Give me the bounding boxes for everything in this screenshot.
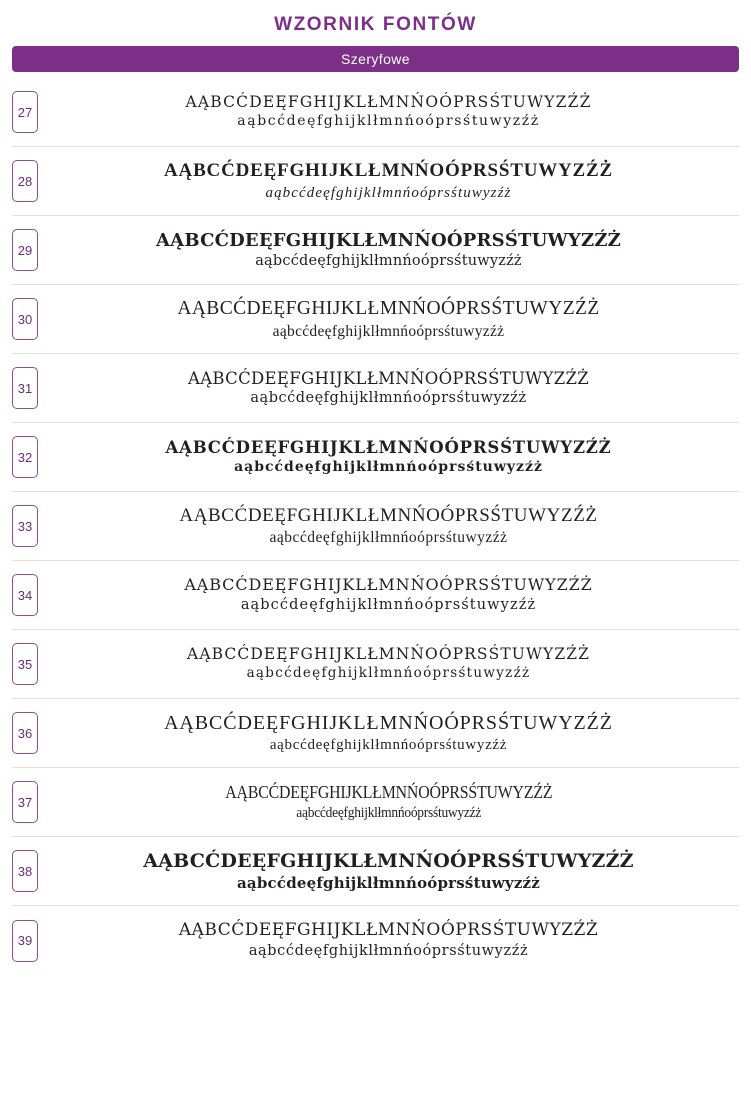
row-number: 34 — [12, 574, 38, 616]
row-number-badge — [12, 567, 38, 623]
font-specimen — [38, 354, 739, 422]
specimen-uppercase: AĄBCĆDEĘFGHIJKLŁMNŃOÓPRSŚTUWYZŹŻ — [179, 504, 598, 526]
specimen-uppercase: AĄBCĆDEĘFGHIJKLŁMNŃOÓPRSŚTUWYZŹŻ — [184, 575, 593, 595]
table-row[interactable] — [12, 561, 739, 630]
row-number: 35 — [12, 643, 38, 685]
section-header-label: Szeryfowe — [341, 51, 410, 67]
specimen-lowercase: aąbcćdeęfghijklłmnńoóprsśtuwyzźż — [255, 253, 522, 270]
row-number-badge — [12, 498, 38, 554]
font-specimen — [38, 492, 739, 560]
table-row[interactable] — [12, 216, 739, 285]
table-row[interactable] — [12, 906, 739, 975]
row-number: 37 — [12, 781, 38, 823]
specimen-lowercase: aąbcćdeęfghijklłmnńoóprsśtuwyzźż — [246, 665, 531, 682]
row-number-badge — [12, 843, 38, 899]
specimen-lowercase: aąbcćdeęfghijklłmnńoóprsśtuwyzźż — [248, 943, 529, 960]
font-specimen — [38, 423, 739, 491]
specimen-lowercase: aąbcćdeęfghijklłmnńoóprsśtuwyzźż — [237, 112, 540, 129]
specimen-lowercase: aąbcćdeęfghijklłmnńoóprsśtuwyzźż — [296, 804, 481, 821]
row-number: 33 — [12, 505, 38, 547]
specimen-lowercase: aąbcćdeęfghijklłmnńoóprsśtuwyzźż — [250, 390, 527, 407]
font-specimen — [38, 285, 739, 353]
row-number-badge — [12, 429, 38, 485]
specimen-uppercase: AĄBCĆDEĘFGHIJKLŁMNŃOÓPRSŚTUWYZŹŻ — [155, 230, 621, 252]
specimen-uppercase: AĄBCĆDEĘFGHIJKLŁMNŃOÓPRSŚTUWYZŹŻ — [187, 645, 590, 664]
table-row[interactable] — [12, 78, 739, 147]
table-row[interactable] — [12, 699, 739, 768]
row-number: 32 — [12, 436, 38, 478]
specimen-uppercase: AĄBCĆDEĘFGHIJKLŁMNŃOÓPRSŚTUWYZŹŻ — [177, 297, 600, 319]
row-number-badge — [12, 360, 38, 416]
table-row[interactable] — [12, 837, 739, 906]
specimen-uppercase: AĄBCĆDEĘFGHIJKLŁMNŃOÓPRSŚTUWYZŹŻ — [164, 711, 613, 734]
row-number: 27 — [12, 91, 38, 133]
table-row[interactable] — [12, 147, 739, 216]
specimen-uppercase: AĄBCĆDEĘFGHIJKLŁMNŃOÓPRSŚTUWYZŹŻ — [185, 93, 592, 112]
font-specimen — [38, 768, 739, 836]
row-number: 36 — [12, 712, 38, 754]
row-number-badge — [12, 84, 38, 140]
row-number: 29 — [12, 229, 38, 271]
specimen-lowercase: aąbcćdeęfghijklłmnńoóprsśtuwyzźż — [265, 184, 512, 201]
specimen-uppercase: AĄBCĆDEĘFGHIJKLŁMNŃOÓPRSŚTUWYZŹŻ — [187, 369, 589, 389]
font-specimen — [38, 78, 739, 146]
specimen-lowercase: aąbcćdeęfghijklłmnńoóprsśtuwyzźż — [240, 596, 537, 613]
section-header-serif — [12, 46, 739, 72]
table-row[interactable] — [12, 492, 739, 561]
specimen-uppercase: AĄBCĆDEĘFGHIJKLŁMNŃOÓPRSŚTUWYZŹŻ — [165, 438, 612, 458]
specimen-lowercase: aąbcćdeęfghijklłmnńoóprsśtuwyzźż — [269, 737, 508, 754]
font-specimen — [38, 147, 739, 215]
specimen-uppercase: AĄBCĆDEĘFGHIJKLŁMNŃOÓPRSŚTUWYZŹŻ — [178, 920, 599, 941]
row-number-badge — [12, 774, 38, 830]
row-number-badge — [12, 291, 38, 347]
specimen-lowercase: aąbcćdeęfghijklłmnńoóprsśtuwyzźż — [237, 873, 540, 892]
row-number-badge — [12, 636, 38, 692]
specimen-lowercase: aąbcćdeęfghijklłmnńoóprsśtuwyzźż — [234, 458, 543, 475]
specimen-uppercase: AĄBCĆDEĘFGHIJKLŁMNŃOÓPRSŚTUWYZŹŻ — [224, 781, 553, 802]
font-row-list — [12, 78, 739, 975]
specimen-lowercase: aąbcćdeęfghijklłmnńoóprsśtuwyzźż — [272, 322, 505, 340]
row-number-badge — [12, 153, 38, 209]
font-specimen — [38, 837, 739, 905]
row-number: 38 — [12, 850, 38, 892]
font-specimen — [38, 561, 739, 629]
specimen-uppercase: AĄBCĆDEĘFGHIJKLŁMNŃOÓPRSŚTUWYZŹŻ — [164, 160, 613, 182]
row-number: 31 — [12, 367, 38, 409]
row-number: 30 — [12, 298, 38, 340]
row-number-badge — [12, 222, 38, 278]
table-row[interactable] — [12, 354, 739, 423]
table-row[interactable] — [12, 630, 739, 699]
row-number-badge — [12, 705, 38, 761]
font-specimen — [38, 699, 739, 767]
table-row[interactable] — [12, 768, 739, 837]
font-specimen — [38, 906, 739, 975]
row-number-badge — [12, 912, 38, 969]
table-row[interactable] — [12, 285, 739, 354]
font-specimen — [38, 630, 739, 698]
row-number: 39 — [12, 920, 38, 962]
row-number: 28 — [12, 160, 38, 202]
specimen-lowercase: aąbcćdeęfghijklłmnńoóprsśtuwyzźż — [269, 529, 508, 547]
table-row[interactable] — [12, 423, 739, 492]
specimen-uppercase: AĄBCĆDEĘFGHIJKLŁMNŃOÓPRSŚTUWYZŹŻ — [143, 850, 634, 873]
page-title: WZORNIK FONTÓW — [274, 14, 477, 35]
font-specimen — [38, 216, 739, 284]
